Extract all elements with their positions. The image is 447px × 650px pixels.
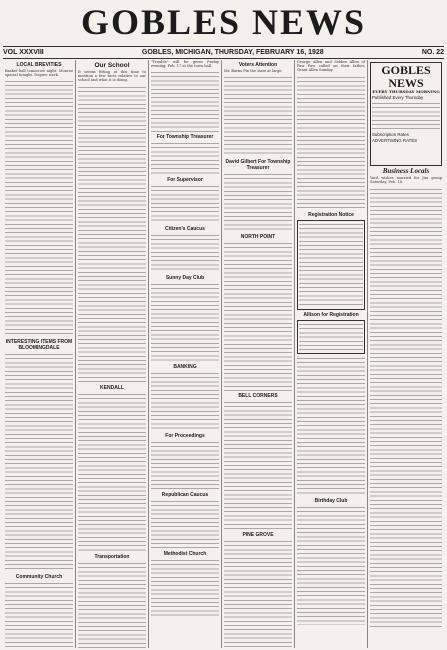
column-heading: Sunny Day Club	[165, 275, 205, 282]
text-block	[78, 561, 146, 648]
column-text: "Trouble" will be given Friday evening, Feb. 17 at the town hall.	[151, 60, 219, 69]
column-3	[149, 60, 222, 648]
column-heading: PINE GROVE	[242, 532, 274, 539]
column-text: George Allen and Selden Allen of Paw Paw called on their father, Grant Allen Sunday.	[297, 60, 365, 73]
newspaper-title: GOBLES NEWS	[80, 2, 367, 42]
column-heading: Citizen's Caucus	[165, 226, 205, 233]
column-heading: Methodist Church	[163, 551, 207, 558]
text-block	[372, 101, 440, 131]
column-text: Basket ball tomorrow night. Monroe special tonight. Degree work.	[5, 69, 73, 78]
column-6	[368, 60, 444, 648]
column-heading: BANKING	[173, 364, 197, 371]
column-5	[295, 60, 368, 648]
text-block	[5, 581, 73, 648]
text-block	[151, 233, 219, 273]
column-1	[3, 60, 76, 648]
column-heading: INTERESTING ITEMS FROM BLOOMINGDALE	[5, 339, 73, 352]
date-location: GOBLES, MICHIGAN, THURSDAY, FEBRUARY 16, 1928	[141, 49, 324, 56]
text-block	[224, 400, 292, 530]
publisher-line: Published Every Thursday	[372, 95, 424, 101]
text-block	[151, 141, 219, 175]
column-heading: LOCAL BREVITIES	[16, 62, 62, 68]
column-heading: Our School	[94, 62, 130, 69]
text-block	[151, 440, 219, 490]
column-heading: Registration Notice	[308, 211, 354, 218]
column-heading: Birthday Club	[314, 497, 348, 504]
text-block	[151, 558, 219, 618]
text-block	[297, 75, 365, 210]
text-block	[151, 282, 219, 362]
text-block	[224, 241, 292, 391]
column-text: Mr. Burns Fix the state at large.	[224, 69, 283, 73]
text-block	[151, 184, 219, 224]
column-heading: BELL CORNERS	[238, 393, 278, 400]
columns	[3, 60, 444, 648]
publisher-box	[370, 62, 442, 166]
text-block	[299, 222, 363, 308]
column-heading: Republican Caucus	[161, 492, 209, 499]
column-heading: For Proceedings	[165, 433, 205, 440]
text-block	[78, 85, 146, 383]
text-block	[5, 352, 73, 572]
dateline	[3, 46, 444, 59]
section-heading: Business Locals	[382, 167, 430, 175]
column-2	[76, 60, 149, 648]
text-block	[297, 505, 365, 625]
column-heading: Community Church	[15, 574, 63, 581]
text-block	[224, 539, 292, 648]
column-heading: For Supervisor	[167, 177, 203, 184]
text-block	[297, 356, 365, 496]
column-heading: KENDALL	[100, 384, 124, 391]
column-heading: Allison for Registration	[303, 311, 359, 318]
column-heading: David Gilbert For Township Treasurer	[225, 159, 291, 172]
text-block	[224, 172, 292, 232]
text-block	[5, 79, 73, 337]
column-text: Yard wishes married for Jim group Saturday, Feb. 18.	[370, 176, 442, 185]
text-block	[299, 322, 363, 352]
column-text: It seems fitting at this time to mention a few facts relative to our school and what it is doing.	[78, 70, 146, 83]
text-block	[224, 75, 292, 157]
column-heading: NORTH POINT	[240, 234, 276, 241]
publisher-subtitle: EVERY THURSDAY MORNING	[372, 89, 440, 94]
column-heading: For Township Treasurer	[156, 134, 214, 141]
publisher-title: GOBLES NEWS	[381, 63, 431, 90]
notice-box	[297, 320, 365, 354]
column-heading: Voters Attention	[238, 62, 278, 68]
masthead	[0, 0, 447, 44]
publisher-line: ADVERTISING RATES	[372, 138, 418, 144]
text-block	[78, 392, 146, 552]
text-block	[151, 70, 219, 132]
text-block	[151, 371, 219, 431]
column-4	[222, 60, 295, 648]
legal-notice-box	[297, 220, 365, 310]
volume-label: VOL XXXVIII	[3, 49, 44, 56]
issue-number: NO. 22	[421, 49, 444, 56]
column-heading: Transportation	[94, 553, 130, 560]
text-block	[370, 187, 442, 627]
publisher-line: Subscription Rates	[372, 132, 409, 138]
text-block	[151, 499, 219, 549]
